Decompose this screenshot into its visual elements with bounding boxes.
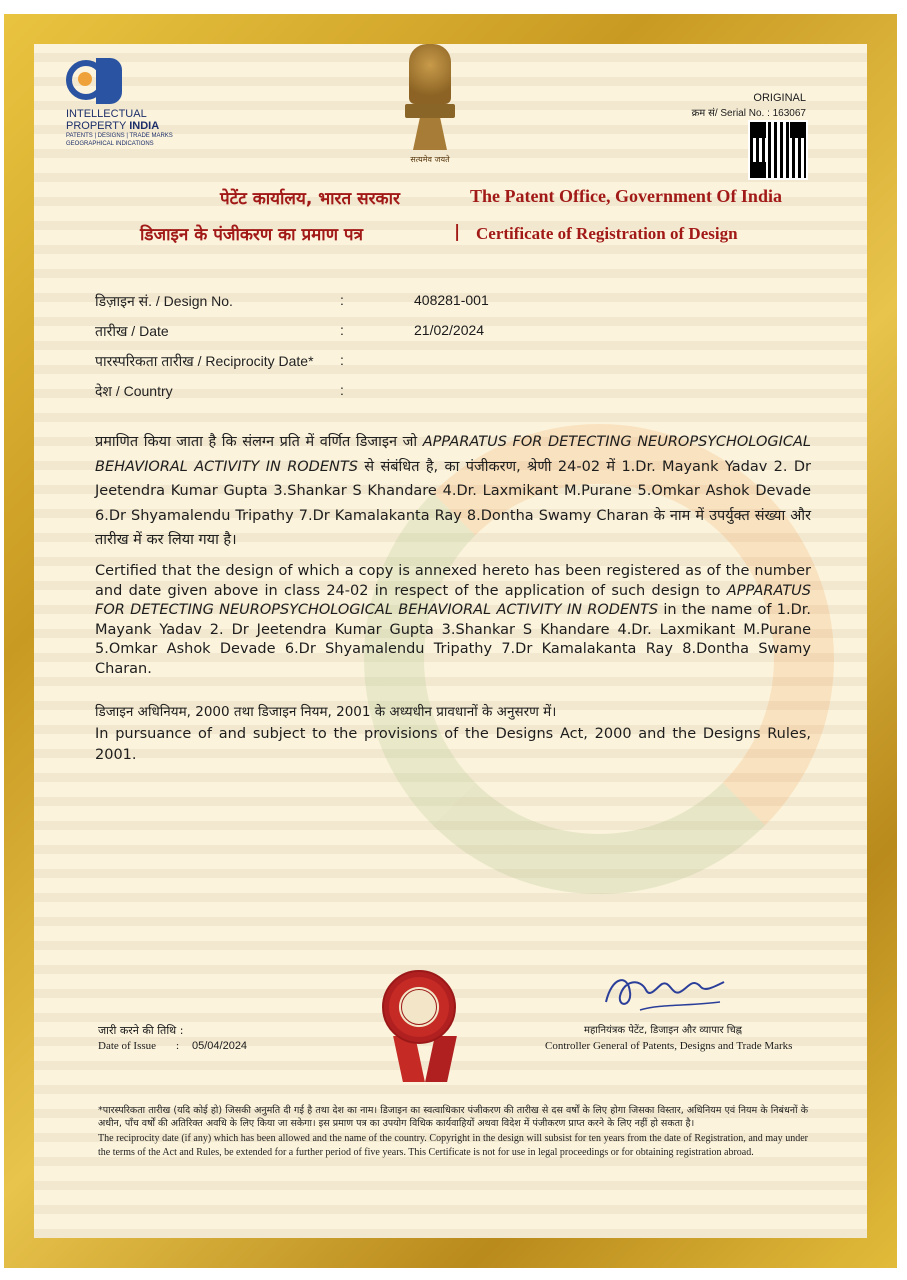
design-no-value: 408281-001 bbox=[414, 292, 489, 308]
design-no-colon: : bbox=[340, 292, 344, 308]
certification-text-hindi bbox=[95, 430, 811, 553]
logo-line-1: INTELLECTUAL bbox=[66, 108, 147, 120]
act-reference-hindi: डिजाइन अधिनियम, 2000 तथा डिजाइन नियम, 2001 के अध्यधीन प्रावधानों के अनुसरण में। bbox=[95, 704, 557, 720]
logo-line-4: GEOGRAPHICAL INDICATIONS bbox=[66, 141, 154, 147]
reciprocity-date-colon: : bbox=[340, 352, 344, 368]
footnote-english: The reciprocity date (if any) which has been allowed and the name of the country. Copyright in the design will subsist for ten years from the date of Registration, and may under the terms of the Act and Rules, be extended for a further period of five years. This Certificate is not for use in legal proceedings or for obtaining registration abroad. bbox=[98, 1133, 808, 1158]
issue-date-label-hindi: जारी करने की तिथि : bbox=[98, 1024, 184, 1037]
country-label: देश / Country bbox=[95, 383, 173, 399]
logo-line-2 bbox=[66, 120, 216, 132]
ip-india-logo-icon bbox=[66, 58, 116, 106]
certification-text-english bbox=[95, 562, 811, 679]
serial-number bbox=[670, 105, 806, 119]
act-reference-english: In pursuance of and subject to the provisions of the Designs Act, 2000 and the Designs Rules, 2001. bbox=[95, 726, 811, 763]
qr-code-icon bbox=[748, 120, 808, 180]
reciprocity-date-label: पारस्परिकता तारीख / Reciprocity Date* bbox=[95, 353, 314, 369]
serial-value: 163067 bbox=[772, 108, 806, 119]
certificate-title-hindi: डिजाइन के पंजीकरण का प्रमाण पत्र bbox=[140, 225, 363, 245]
cert-en-rest: in the name of 1.Dr. Mayank Yadav 2. Dr Jeetendra Kumar Gupta 3.Shankar S Khandare 4.Dr. Laxmikant M.Purane 5.Omkar Ashok Devade 6.Dr Shyamalendu Tripathy 7.Dr Kamalakanta Ray 8.Dontha Swamy Charan. bbox=[95, 602, 811, 677]
ip-india-logo bbox=[66, 58, 216, 148]
emblem-motto: सत्यमेव जयते bbox=[410, 155, 450, 164]
cert-en-design-title: APPARATUS FOR DETECTING NEUROPSYCHOLOGICAL BEHAVIORAL ACTIVITY IN RODENTS bbox=[95, 582, 811, 618]
controller-title-hindi: महानियंत्रक पेटेंट, डिजाइन और व्यापार चिह्न bbox=[584, 1025, 742, 1036]
certificate-title-english: Certificate of Registration of Design bbox=[476, 224, 738, 243]
lion-capital-icon bbox=[403, 44, 457, 156]
issue-date-label-english: Date of Issue bbox=[98, 1040, 157, 1052]
serial-label: क्रम सं/ Serial No. : bbox=[691, 108, 770, 119]
cert-hi-rest: से संबंधित है, का पंजीकरण, श्रेणी 24-02 में 1.Dr. Mayank Yadav 2. Dr Jeetendra Kumar Gupta 3.Shankar S Khandare 4.Dr. Laxmikant M.Purane 5.Omkar Ashok Devade 6.Dr Shyamalendu Tripathy 7.Dr Kamalakanta Ray 8.Dontha Swamy Charan के नाम में उपर्युक्त संख्या और तारीख में कर लिया गया है। bbox=[95, 458, 811, 548]
office-title-hindi: पेटेंट कार्यालय, भारत सरकार bbox=[220, 189, 400, 209]
original-label: ORIGINAL bbox=[753, 92, 806, 104]
national-emblem bbox=[398, 44, 462, 165]
date-label: तारीख / Date bbox=[95, 323, 169, 339]
copy-marker bbox=[670, 92, 806, 119]
date-value: 21/02/2024 bbox=[414, 322, 485, 338]
logo-line-2a: PROPERTY bbox=[66, 120, 127, 132]
cert-en-intro: Certified that the design of which a copy is annexed hereto has been registered as of the number and date given above in class 24-02 in respect of the application of such design to bbox=[95, 563, 811, 599]
issue-date-value: 05/04/2024 bbox=[192, 1040, 248, 1052]
country-colon: : bbox=[340, 382, 344, 398]
title-separator: | bbox=[454, 222, 461, 242]
footnote-hindi: *पारस्परिकता तारीख (यदि कोई हो) जिसकी अनुमति दी गई है तथा देश का नाम। डिजाइन का स्वत्वाधिकार पंजीकरण की तारीख से दस वर्षों के लिए होगा जिसका विस्तार, अधिनियम एवं नियम के निबंधनों के अधीन, पाँच वर्षों की अतिरिक्त अवधि के लिए किया जा सकेगा। इस प्रमाण पत्र का उपयोग विधिक कार्यवाहियों अथवा विदेश में पंजीकरण प्राप्त करने के लिए नहीं हो सकता है। bbox=[98, 1105, 808, 1129]
office-title-english: The Patent Office, Government Of India bbox=[470, 186, 782, 206]
patent-office-seal-icon bbox=[382, 970, 456, 1044]
logo-line-2b: INDIA bbox=[129, 120, 160, 132]
footnote bbox=[98, 1104, 808, 1160]
cert-hi-intro: प्रमाणित किया जाता है कि संलग्न प्रति में वर्णित डिजाइन जो bbox=[95, 434, 423, 450]
controller-title-english: Controller General of Patents, Designs and Trade Marks bbox=[545, 1040, 793, 1052]
controller-signature bbox=[600, 966, 730, 1016]
issue-date-colon: : bbox=[176, 1040, 180, 1052]
logo-line-3: PATENTS | DESIGNS | TRADE MARKS bbox=[66, 133, 173, 139]
cert-hi-design-title: APPARATUS FOR DETECTING NEUROPSYCHOLOGICAL BEHAVIORAL ACTIVITY IN RODENTS bbox=[95, 434, 811, 475]
design-no-label: डिज़ाइन सं. / Design No. bbox=[95, 293, 233, 309]
date-colon: : bbox=[340, 322, 344, 338]
